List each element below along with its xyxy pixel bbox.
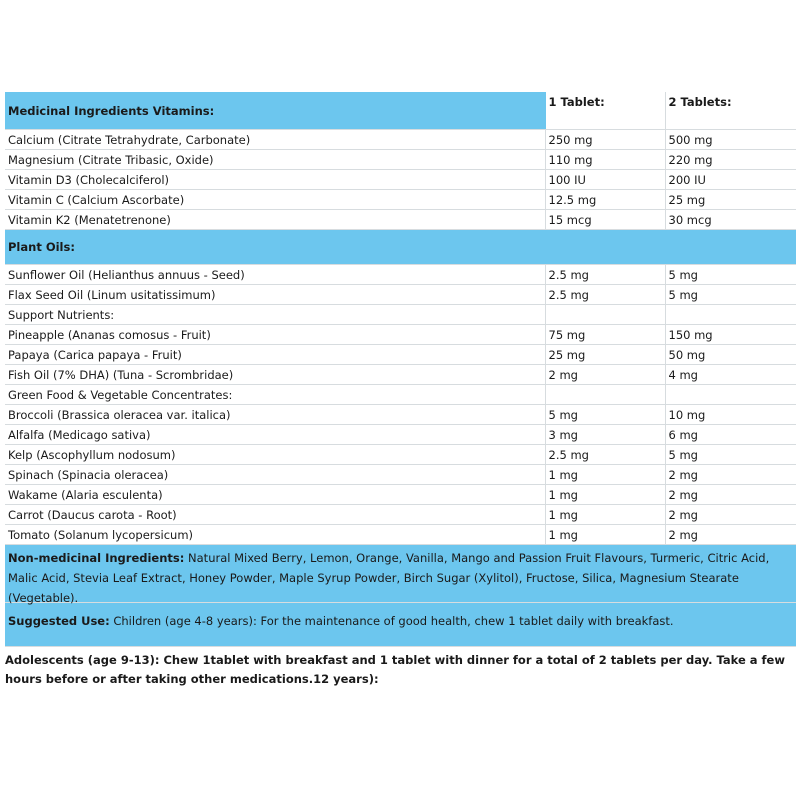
ingredient-name: Kelp (Ascophyllum nodosum) xyxy=(5,445,545,465)
ingredient-amount-1-tablet: 2.5 mg xyxy=(545,285,665,305)
ingredient-name: Pineapple (Ananas comosus - Fruit) xyxy=(5,325,545,345)
non-medicinal-text: Natural Mixed Berry, Lemon, Orange, Vanilla, Mango and Passion Fruit Flavours, Turmeric, Citric Acid, Malic Acid, Stevia Leaf Extract, Honey Powder, Maple Syrup Powder, Birch Sugar (Xylitol), Fructose, Silica, Magnesium Stearate (Vegetable). xyxy=(8,551,770,605)
ingredient-amount-1-tablet: 15 mcg xyxy=(545,210,665,230)
table-row xyxy=(5,405,796,425)
ingredient-amount-1-tablet: 1 mg xyxy=(545,465,665,485)
ingredients-panel xyxy=(5,92,796,689)
table-row xyxy=(5,170,796,190)
ingredient-amount-1-tablet: 75 mg xyxy=(545,325,665,345)
plant-oils-heading: Plant Oils: xyxy=(5,230,796,265)
table-row xyxy=(5,365,796,385)
ingredient-name: Vitamin D3 (Cholecalciferol) xyxy=(5,170,545,190)
ingredient-amount-1-tablet: 3 mg xyxy=(545,425,665,445)
ingredient-amount-1-tablet: 1 mg xyxy=(545,505,665,525)
ingredient-name: Vitamin C (Calcium Ascorbate) xyxy=(5,190,545,210)
ingredient-name: Wakame (Alaria esculenta) xyxy=(5,485,545,505)
adolescents-dosage-text: Adolescents (age 9-13): Chew 1tablet with breakfast and 1 tablet with dinner for a total of 2 tablets per day. Take a few hours before or after taking other medications.12 years): xyxy=(5,653,785,686)
ingredient-amount-2-tablets xyxy=(665,305,796,325)
section-subheading: Green Food & Vegetable Concentrates: xyxy=(5,385,545,405)
ingredient-amount-2-tablets: 220 mg xyxy=(665,150,796,170)
medicinal-ingredients-heading: Medicinal Ingredients Vitamins: xyxy=(5,92,545,130)
ingredient-name: Spinach (Spinacia oleracea) xyxy=(5,465,545,485)
table-row xyxy=(5,425,796,445)
ingredient-amount-1-tablet: 2.5 mg xyxy=(545,445,665,465)
ingredient-name: Magnesium (Citrate Tribasic, Oxide) xyxy=(5,150,545,170)
ingredient-amount-2-tablets: 50 mg xyxy=(665,345,796,365)
ingredient-amount-2-tablets: 5 mg xyxy=(665,265,796,285)
suggested-use-label: Suggested Use: xyxy=(8,614,110,628)
ingredient-amount-1-tablet xyxy=(545,305,665,325)
ingredient-name: Flax Seed Oil (Linum usitatissimum) xyxy=(5,285,545,305)
suggested-use-block xyxy=(5,603,796,647)
ingredient-amount-1-tablet: 2.5 mg xyxy=(545,265,665,285)
ingredient-name: Calcium (Citrate Tetrahydrate, Carbonate) xyxy=(5,130,545,150)
ingredient-name: Alfalfa (Medicago sativa) xyxy=(5,425,545,445)
table-row xyxy=(5,190,796,210)
ingredient-amount-1-tablet xyxy=(545,385,665,405)
ingredient-amount-2-tablets: 6 mg xyxy=(665,425,796,445)
ingredient-amount-1-tablet: 2 mg xyxy=(545,365,665,385)
ingredient-name: Vitamin K2 (Menatetrenone) xyxy=(5,210,545,230)
ingredient-amount-2-tablets: 25 mg xyxy=(665,190,796,210)
ingredient-amount-2-tablets: 2 mg xyxy=(665,525,796,545)
ingredient-amount-1-tablet: 12.5 mg xyxy=(545,190,665,210)
table-row xyxy=(5,385,796,405)
ingredient-amount-1-tablet: 25 mg xyxy=(545,345,665,365)
ingredient-amount-1-tablet: 1 mg xyxy=(545,485,665,505)
table-row xyxy=(5,345,796,365)
ingredient-amount-1-tablet: 5 mg xyxy=(545,405,665,425)
ingredient-name: Carrot (Daucus carota - Root) xyxy=(5,505,545,525)
ingredients-table xyxy=(5,92,796,545)
table-row xyxy=(5,130,796,150)
ingredient-name: Papaya (Carica papaya - Fruit) xyxy=(5,345,545,365)
suggested-use-text: Children (age 4-8 years): For the maintenance of good health, chew 1 tablet daily with breakfast. xyxy=(109,614,674,628)
plant-oils-band xyxy=(5,230,796,265)
table-row xyxy=(5,210,796,230)
ingredient-amount-1-tablet: 250 mg xyxy=(545,130,665,150)
table-row xyxy=(5,305,796,325)
ingredient-amount-2-tablets xyxy=(665,385,796,405)
ingredient-amount-2-tablets: 2 mg xyxy=(665,465,796,485)
table-row xyxy=(5,465,796,485)
one-tablet-heading: 1 Tablet: xyxy=(545,92,665,130)
ingredient-amount-2-tablets: 4 mg xyxy=(665,365,796,385)
ingredient-amount-2-tablets: 10 mg xyxy=(665,405,796,425)
table-row xyxy=(5,150,796,170)
ingredient-amount-2-tablets: 200 IU xyxy=(665,170,796,190)
table-row xyxy=(5,325,796,345)
table-row xyxy=(5,525,796,545)
ingredient-amount-2-tablets: 2 mg xyxy=(665,485,796,505)
ingredient-amount-1-tablet: 1 mg xyxy=(545,525,665,545)
table-row xyxy=(5,485,796,505)
table-row xyxy=(5,265,796,285)
ingredient-amount-1-tablet: 100 IU xyxy=(545,170,665,190)
ingredient-name: Fish Oil (7% DHA) (Tuna - Scrombridae) xyxy=(5,365,545,385)
table-row xyxy=(5,285,796,305)
ingredient-name: Broccoli (Brassica oleracea var. italica) xyxy=(5,405,545,425)
non-medicinal-label: Non-medicinal Ingredients: xyxy=(8,551,185,565)
ingredient-amount-2-tablets: 5 mg xyxy=(665,285,796,305)
non-medicinal-ingredients-block xyxy=(5,545,796,603)
two-tablets-heading: 2 Tablets: xyxy=(665,92,796,130)
ingredient-amount-1-tablet: 110 mg xyxy=(545,150,665,170)
ingredient-amount-2-tablets: 30 mcg xyxy=(665,210,796,230)
ingredient-amount-2-tablets: 2 mg xyxy=(665,505,796,525)
table-header-row xyxy=(5,92,796,130)
ingredient-name: Sunflower Oil (Helianthus annuus - Seed) xyxy=(5,265,545,285)
ingredient-amount-2-tablets: 5 mg xyxy=(665,445,796,465)
ingredient-amount-2-tablets: 150 mg xyxy=(665,325,796,345)
ingredient-amount-2-tablets: 500 mg xyxy=(665,130,796,150)
ingredient-name: Tomato (Solanum lycopersicum) xyxy=(5,525,545,545)
table-row xyxy=(5,445,796,465)
section-subheading: Support Nutrients: xyxy=(5,305,545,325)
table-row xyxy=(5,505,796,525)
